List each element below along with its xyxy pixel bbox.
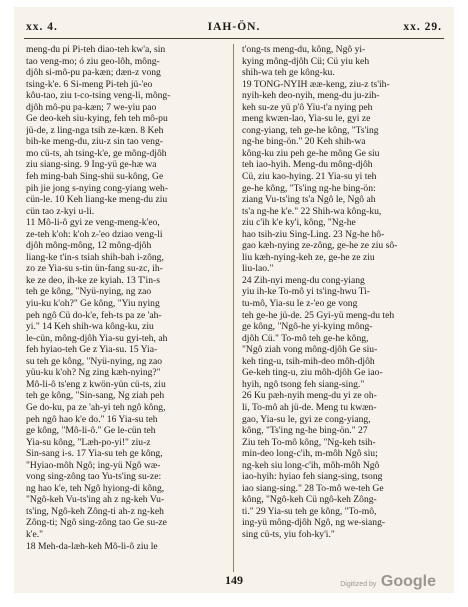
text-line: teh ge kông, "Nyü-nying, ng zao: [26, 286, 152, 298]
text-line: 19 TONG-NYIH ææ-keng, ziu-z ts'ih-: [242, 78, 390, 90]
text-line: hao tsih-ziu Sing-Ling. 23 Ng-he hô-: [242, 228, 385, 240]
text-line: iao-hyih: hyiao feh siang-sing, tsong: [242, 471, 383, 483]
text-line: peh ngô Cü do-k'e, feh-ts pa ze 'ah-: [26, 309, 162, 321]
text-line: kông-ku ziu peh ge-he mông Ge siu: [242, 147, 380, 159]
text-line: su teh ge kông, "Nyü-nying, ng zao: [26, 355, 163, 367]
watermark-prefix: Digitized by: [340, 581, 377, 588]
text-line: vong sing-zông tao Yu-ts'ing su-ze:: [26, 471, 162, 483]
text-line: ti." 29 Yia-su teh ge kông, "To-mô,: [242, 505, 377, 517]
text-line: pih jie jong s-nying cong-yiang weh-: [26, 182, 169, 194]
text-line: Ziu teh To-mô kông, "Ng-keh tsih-: [242, 436, 376, 448]
text-line: ng-he bing-ön." 20 Keh shih-wa: [242, 136, 366, 148]
text-line: ziang Vu-ts'ing ts'a Ngô le, Ngô ah: [242, 194, 376, 206]
text-line: min-deo long-c'ih, m-môh Ngô siu;: [242, 448, 378, 460]
text-line: cün tao z-kyi u-li.: [26, 205, 95, 217]
text-line: ng hao k'e, teh Ngô hyiong-di kông,: [26, 482, 165, 494]
text-line: Sin-sang i-s. 17 Yia-su teh ge kông,: [26, 448, 163, 460]
text-line: keh su-ze yü p'ô Yiu-t'a nying peh: [242, 101, 373, 113]
text-line: "Hyiao-môh Ngô; ing-yü Ngô wæ-: [26, 459, 161, 471]
text-line: Mô-li-ô ts'eng z kwön-yün cü-ts, ziu: [26, 378, 166, 390]
text-line: keh ting-u, tsih-mih-deo môh-djôh: [242, 355, 375, 367]
text-line: cong-yiang, teh ge-he kông, "Ts'ing: [242, 124, 379, 136]
page-number: 149: [225, 573, 243, 587]
text-line: meng kwæn-lao, Yia-su le, gyi ze: [242, 113, 371, 125]
text-line: iao siang-sing." 28 To-mô we-teh Ge: [242, 482, 384, 494]
text-line: ge kông, "Ngô-he yi-kying mông-: [242, 321, 373, 333]
scanned-page: [14, 7, 454, 593]
text-line: le-cün, mông-djôh Yia-su gyi-teh, ah: [26, 332, 168, 344]
text-line: kying mông-djôh Cü; Cü yiu keh: [242, 55, 370, 67]
text-line: k'e.": [26, 528, 44, 540]
text-line: liang-ke t'in-s tsiah shih-bah i-zông,: [26, 251, 164, 263]
running-header: [26, 21, 442, 37]
text-line: Ge-keh ting-u, ziu môh-djôh Ge iao-: [242, 367, 383, 379]
digitized-watermark: [340, 573, 436, 591]
text-line: hyih, ngô tsong feh siang-sing.": [242, 378, 365, 390]
text-line: Yia-su kông, "Læh-po-yi!" ziu-z: [26, 436, 151, 448]
text-line: djôh Cü." To-mô teh ge-he kông,: [242, 332, 369, 344]
header-chapter-end: xx. 29.: [403, 21, 442, 33]
text-line: jü-de, z ling-nga tsih ze-kæn. 8 Keh: [26, 124, 164, 136]
text-line: Zông-ti; Ngô sing-zông tao Ge su-ze: [26, 517, 167, 529]
text-line: teh iao-hyih. Meng-du mông-djôh: [242, 159, 373, 171]
text-line: ge-he kông, "Ts'ing ng-he bing-ön:: [242, 182, 376, 194]
text-line: kông, "Ngô-keh Cü ngô-keh Zông-: [242, 494, 377, 506]
text-line: tu-mô, Yia-su le z-'eo ge vong: [242, 298, 358, 310]
text-line: liu kæh-nying-keh ze, ge-he ze ziu: [242, 251, 375, 263]
text-line: yi." 14 Keh shih-wa kông-ku, ziu: [26, 321, 154, 333]
text-line: ng-keh siu long-c'ih, môh-môh Ngô: [242, 459, 380, 471]
text-line: sing cü-ts, yiu foh-ky'i.": [242, 528, 335, 540]
text-line: yiu-ku k'oh?" Ge kông, "Yiu nying: [26, 298, 160, 310]
text-line: ze-teh k'oh: k'oh z-'eo dziao veng-li: [26, 228, 163, 240]
text-line: li, To-mô ah jü-de. Meng tu kwæn-: [242, 401, 377, 413]
text-line: feh hyiao-teh Ge z Yia-su. 15 Yia-: [26, 344, 158, 356]
right-text-column: [242, 44, 442, 541]
header-rule: [24, 38, 444, 39]
text-line: kôu-tao, ziu t-co-tsing veng-li, mông-: [26, 90, 171, 102]
text-line: tsing-k'e. 6 Si-meng Pi-teh jü-'eo: [26, 78, 153, 90]
text-line: 18 Meh-da-læh-keh Mô-li-ô ziu le: [26, 540, 158, 552]
text-line: gao kæh-nying ze-zông, ge-he ze ziu sô-: [242, 240, 398, 252]
left-text-column: [26, 44, 226, 552]
text-line: bih-ke meng-du, ziu-z sin tao veng-: [26, 136, 163, 148]
text-line: t'ong-ts meng-du, kông, Ngô yi-: [242, 44, 366, 55]
text-line: feh ming-bah Sing-shü su-kông, Ge: [26, 171, 164, 183]
text-line: nyih-keh deo-nyih, meng-du ju-zih-: [242, 90, 380, 102]
text-line: ts'a ng-he k'e." 22 Shih-wa kông-ku,: [242, 205, 382, 217]
text-line: meng-du pi Pi-teh diao-teh kw'a, sin: [26, 44, 166, 55]
text-line: teh ge-he jü-de. 25 Gyi-yü meng-du teh: [242, 309, 395, 321]
text-line: yüu-ku k'oh? Ng zing kæh-nying?": [26, 367, 161, 379]
text-line: 11 Mô-li-ô gyi ze veng-meng-k'eo,: [26, 217, 160, 229]
text-line: djôh si-mô-pu pa-kæn; dæn-z vong: [26, 67, 161, 79]
text-line: "Ngô ziah vong mông-djôh Ge siu-: [242, 344, 378, 356]
text-line: ziu siang-sing. 9 Ing-yü ge-hæ wa: [26, 159, 157, 171]
text-line: liu-lao.": [242, 263, 274, 275]
text-line: yiu ih-ke To-mô yi ts'ing-hwu Ti-: [242, 286, 371, 298]
text-line: 24 Zih-nyi meng-du cong-yiang: [242, 274, 365, 286]
text-line: teh ge kông, "Sin-sang, Ng ziah peh: [26, 390, 165, 402]
text-line: djôh mô-pu pa-kæn; 7 we-yiu pao: [26, 101, 157, 113]
text-line: zo ze Yia-su s-tin ün-fang su-zc, ih-: [26, 263, 163, 275]
text-line: Ge deo-keh siu-kying, feh teh mô-pu: [26, 113, 168, 125]
text-line: ing-yü mông-djôh Ngô, ng we-siang-: [242, 517, 386, 529]
text-line: ts'ing, Ngô-keh Zông-ti ah-z ng-keh: [26, 505, 164, 517]
text-line: gao, Yia-su le, gyi ze cong-yiang,: [242, 413, 371, 425]
text-line: peh ngô hao k'e do." 16 Yia-su teh: [26, 413, 158, 425]
text-line: 26 Ku pæh-nyih meng-du yi ze oh-: [242, 390, 377, 402]
text-line: Ge do-ku, pa ze 'ah-yi teh ngô kông,: [26, 401, 166, 413]
google-logo: Google: [380, 573, 436, 590]
text-line: ziu c'ih k'e ky'i, kông, "Ng-he: [242, 217, 356, 229]
column-divider: [233, 44, 234, 572]
text-line: tao veng-mo; ó ziu geo-lôh, mông-: [26, 55, 160, 67]
text-line: shih-wa teh ge kông-ku.: [242, 67, 335, 79]
text-line: kông, "Ts'ing ng-he bing-ön." 27: [242, 425, 368, 437]
header-book-title: IAH-ÖN.: [207, 21, 261, 33]
text-line: cün-le. 10 Keh liang-ke meng-du ziu: [26, 194, 168, 206]
text-line: "Ngô-keh Vu-ts'ing ah z ng-keh Vu-: [26, 494, 165, 506]
text-line: ge kông, "Mô-li-ô." Ge le-cün teh: [26, 425, 156, 437]
header-chapter-start: xx. 4.: [26, 21, 58, 33]
text-line: djôh mông-mông, 12 mông-djôh: [26, 240, 152, 252]
text-line: mo cü-ts, ah tsing-k'e, ge mông-djôh: [26, 147, 167, 159]
text-line: ke ze deo, ih-ke ze kyiah. 13 T'in-s: [26, 274, 160, 286]
text-line: Cü, ziu kao-hying. 21 Yia-su yi teh: [242, 171, 377, 183]
